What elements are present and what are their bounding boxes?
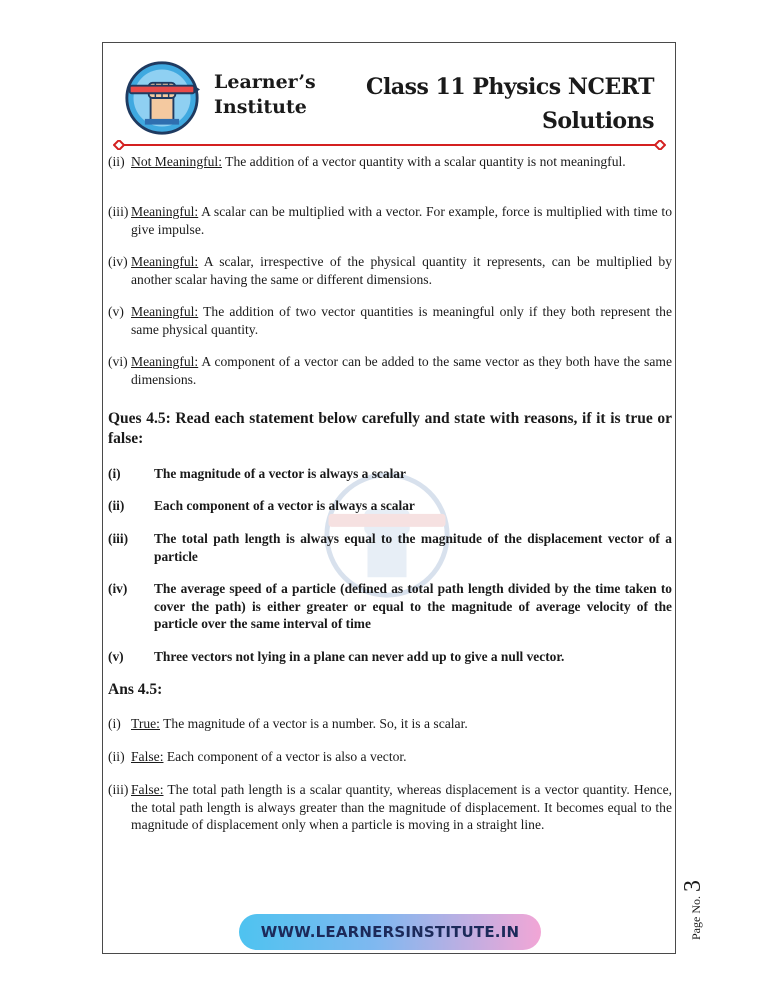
question-statement: (v) Three vectors not lying in a plane can never add up to give a null vector. [108,649,565,664]
question-heading: Ques 4.5: Read each statement below carefully and state with reasons, if it is true or false: [108,410,672,447]
answer-label: False: [131,782,164,797]
question-statement: (iii) The total path length is always equal to the magnitude of the displacement vector of a particle [108,531,672,564]
answer-item: (ii) False: Each component of a vector is also a vector. [108,749,407,764]
brand-line-1: Learner’s [214,71,316,93]
page-header [102,42,676,142]
title-line-2: Solutions [542,108,654,134]
answer-label: Meaningful: [131,254,199,269]
prev-answer-item: (iv) Meaningful: A scalar, irrespective of the physical quantity it represents, can be multiplied by another scalar having the same or different dimensions. [108,254,672,287]
answer-label: False: [131,749,164,764]
learners-institute-logo-icon [124,60,200,136]
document-title [366,70,654,138]
answer-item: (i) True: The magnitude of a vector is a number. So, it is a scalar. [108,716,468,731]
website-link[interactable]: WWW.LEARNERSINSTITUTE.IN [239,914,541,950]
answer-label: Meaningful: [131,354,199,369]
brand-name [214,70,316,120]
question-statement: (i) The magnitude of a vector is always a scalar [108,466,406,481]
page-number-label: Page No. [689,896,703,940]
page-number [680,880,707,940]
answer-label: True: [131,716,160,731]
title-line-1: Class 11 Physics NCERT [366,74,654,100]
answer-item: (iii) False: The total path length is a scalar quantity, whereas displacement is a vector quantity. Hence, the total path length is always greater than the magnitude of displacement. It becomes equal to the magnitude of displacement only when a particle is moving in a straight line. [108,782,672,832]
answer-label: Meaningful: [131,304,199,319]
prev-answer-item: (iii) Meaningful: A scalar can be multiplied with a vector. For example, force is multiplied with time to give impulse. [108,204,672,237]
page-number-value: 3 [680,880,706,892]
prev-answer-item: (ii) Not Meaningful: The addition of a vector quantity with a scalar quantity is not meaningful. [108,154,626,169]
question-statement: (iv) The average speed of a particle (defined as total path length divided by the time taken to cover the path) is either greater or equal to the magnitude of average velocity of the particle over the same interval of time [108,581,672,631]
answer-label: Meaningful: [131,204,199,219]
prev-answer-item: (vi) Meaningful: A component of a vector can be added to the same vector as they both have the same dimensions. [108,354,672,387]
answer-label: Not Meaningful: [131,154,222,169]
prev-answer-item: (v) Meaningful: The addition of two vector quantities is meaningful only if they both represent the same physical quantity. [108,304,672,337]
answer-heading: Ans 4.5: [108,681,163,698]
brand-line-2: Institute [214,96,307,118]
question-statement: (ii) Each component of a vector is always a scalar [108,498,415,513]
header-divider [113,140,666,150]
